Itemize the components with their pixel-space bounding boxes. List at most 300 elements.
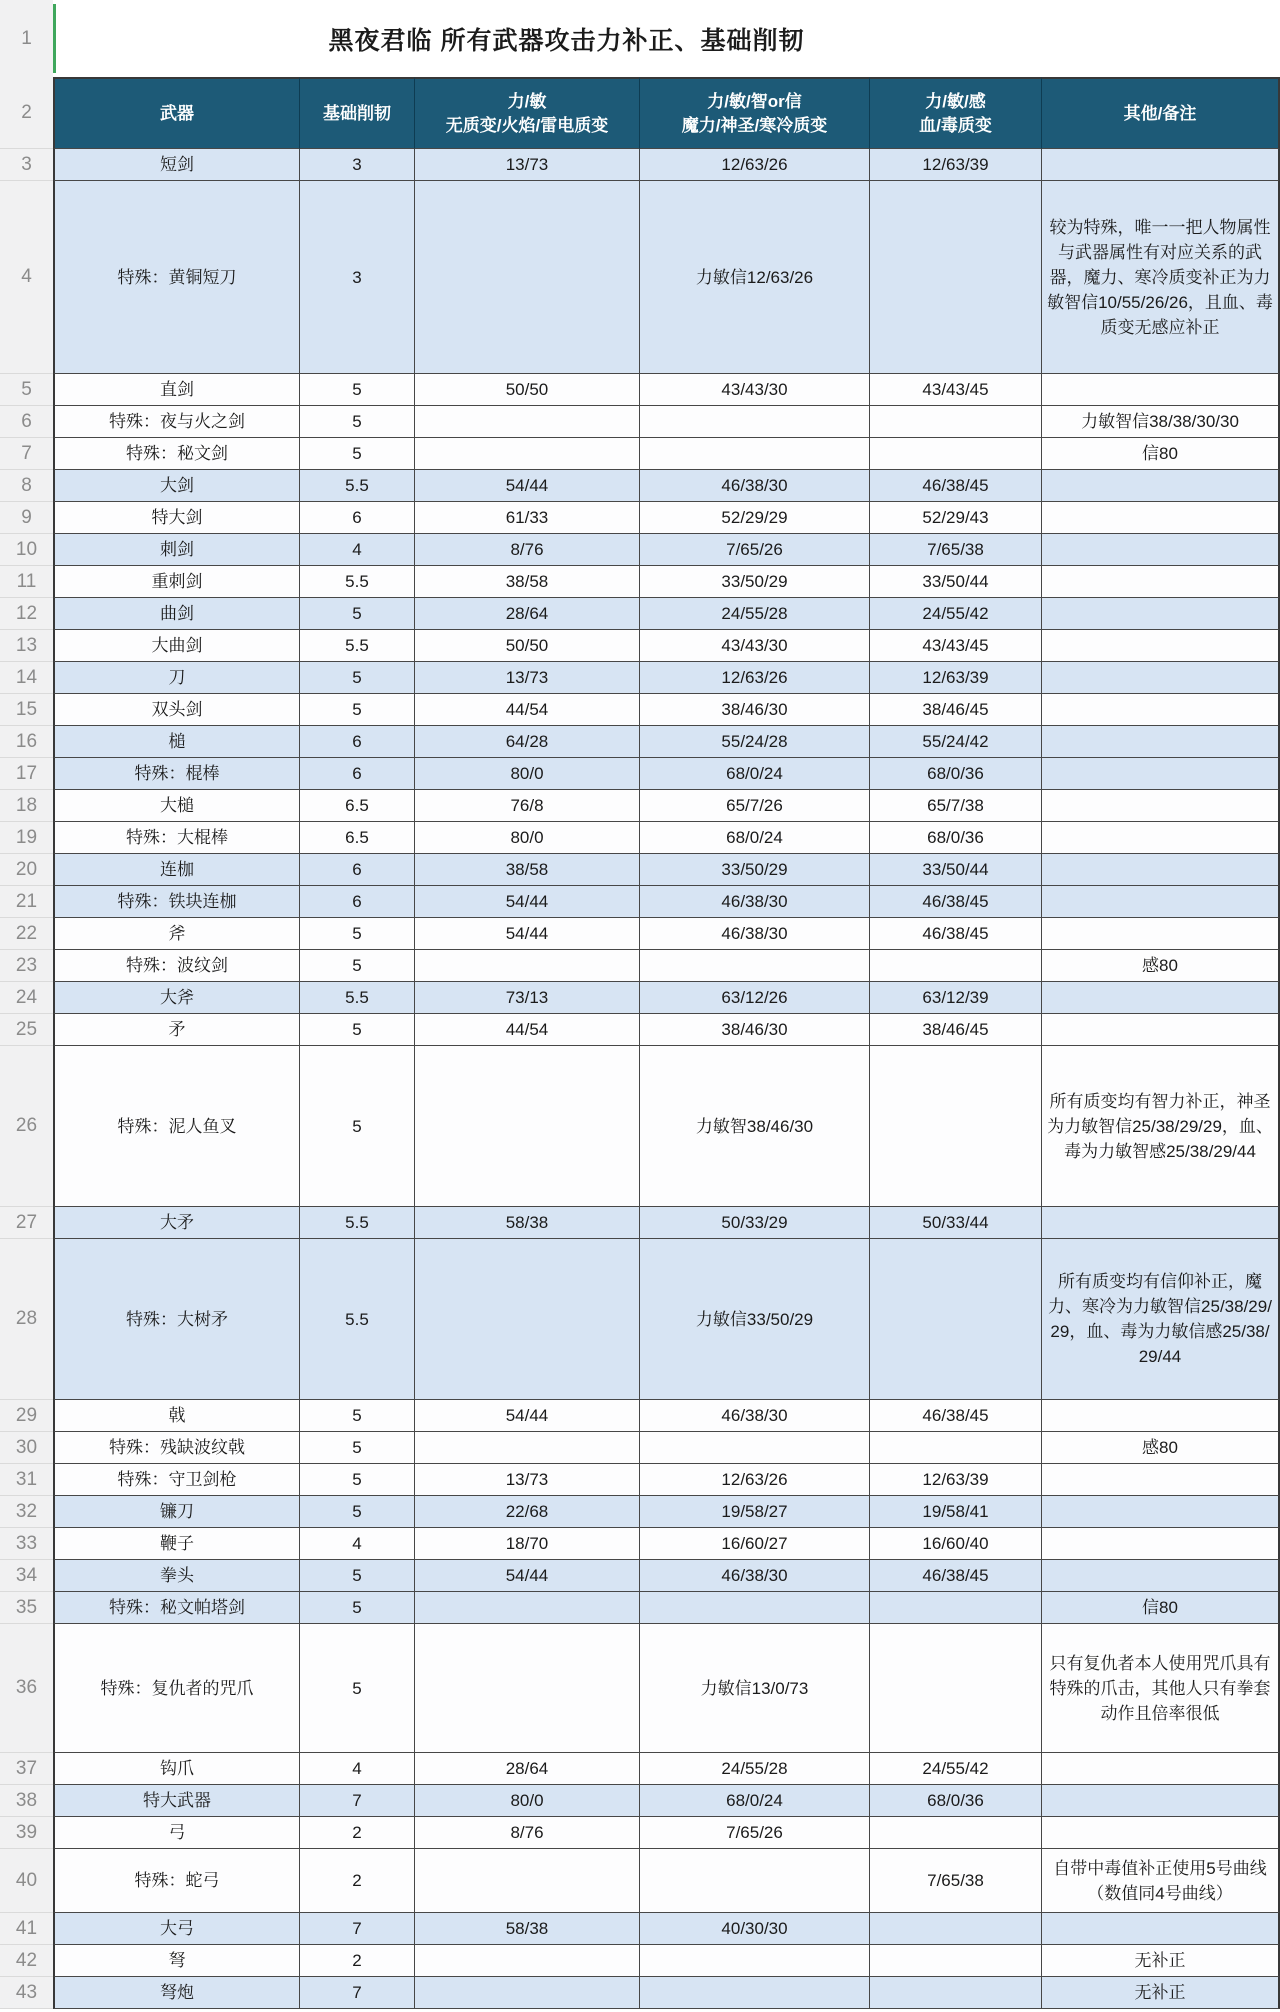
cell-note[interactable] xyxy=(1042,694,1280,726)
cell-blood[interactable] xyxy=(870,1624,1042,1753)
row-number[interactable]: 5 xyxy=(0,374,53,406)
cell-note[interactable]: 自带中毒值补正使用5号曲线（数值同4号曲线） xyxy=(1042,1849,1280,1913)
cell-note[interactable] xyxy=(1042,1913,1280,1945)
row-number[interactable]: 29 xyxy=(0,1400,53,1432)
cell-blood[interactable]: 63/12/39 xyxy=(870,982,1042,1014)
cell-poise[interactable]: 5 xyxy=(300,662,415,694)
cell-phys[interactable] xyxy=(415,181,640,374)
cell-blood[interactable]: 68/0/36 xyxy=(870,1785,1042,1817)
cell-note[interactable] xyxy=(1042,1464,1280,1496)
cell-weapon[interactable]: 特殊：守卫剑枪 xyxy=(53,1464,300,1496)
cell-poise[interactable]: 2 xyxy=(300,1817,415,1849)
cell-poise[interactable]: 5 xyxy=(300,1624,415,1753)
cell-blood[interactable] xyxy=(870,1817,1042,1849)
cell-note[interactable] xyxy=(1042,662,1280,694)
cell-blood[interactable]: 12/63/39 xyxy=(870,1464,1042,1496)
row-number[interactable]: 16 xyxy=(0,726,53,758)
cell-note[interactable] xyxy=(1042,822,1280,854)
row-number[interactable]: 9 xyxy=(0,502,53,534)
row-number[interactable]: 4 xyxy=(0,181,53,374)
cell-poise[interactable]: 5 xyxy=(300,918,415,950)
row-number[interactable]: 30 xyxy=(0,1432,53,1464)
cell-note[interactable] xyxy=(1042,1400,1280,1432)
row-number[interactable]: 43 xyxy=(0,1977,53,2009)
cell-magic[interactable]: 68/0/24 xyxy=(640,1785,870,1817)
cell-note[interactable] xyxy=(1042,598,1280,630)
cell-blood[interactable]: 38/46/45 xyxy=(870,1014,1042,1046)
cell-phys[interactable]: 8/76 xyxy=(415,534,640,566)
cell-poise[interactable]: 5.5 xyxy=(300,630,415,662)
cell-poise[interactable]: 4 xyxy=(300,534,415,566)
cell-poise[interactable]: 5 xyxy=(300,374,415,406)
cell-weapon[interactable]: 大斧 xyxy=(53,982,300,1014)
cell-weapon[interactable]: 戟 xyxy=(53,1400,300,1432)
cell-phys[interactable] xyxy=(415,1977,640,2009)
cell-weapon[interactable]: 钩爪 xyxy=(53,1753,300,1785)
cell-blood[interactable]: 52/29/43 xyxy=(870,502,1042,534)
cell-weapon[interactable]: 双头剑 xyxy=(53,694,300,726)
table-row xyxy=(0,406,1280,438)
cell-magic[interactable] xyxy=(640,438,870,470)
cell-phys[interactable]: 13/73 xyxy=(415,662,640,694)
cell-phys[interactable] xyxy=(415,950,640,982)
cell-note[interactable] xyxy=(1042,374,1280,406)
cell-phys[interactable]: 13/73 xyxy=(415,149,640,181)
cell-magic[interactable]: 63/12/26 xyxy=(640,982,870,1014)
cell-weapon[interactable]: 大弓 xyxy=(53,1913,300,1945)
row-number[interactable]: 11 xyxy=(0,566,53,598)
cell-poise[interactable]: 4 xyxy=(300,1528,415,1560)
cell-magic[interactable]: 16/60/27 xyxy=(640,1528,870,1560)
row-number[interactable]: 33 xyxy=(0,1528,53,1560)
cell-phys[interactable] xyxy=(415,1624,640,1753)
cell-weapon[interactable]: 特殊：大棍棒 xyxy=(53,822,300,854)
cell-blood[interactable]: 43/43/45 xyxy=(870,374,1042,406)
cell-weapon[interactable]: 直剑 xyxy=(53,374,300,406)
cell-weapon[interactable]: 特殊：残缺波纹戟 xyxy=(53,1432,300,1464)
cell-blood[interactable]: 65/7/38 xyxy=(870,790,1042,822)
cell-weapon[interactable]: 大槌 xyxy=(53,790,300,822)
cell-phys[interactable]: 44/54 xyxy=(415,1014,640,1046)
cell-weapon[interactable]: 特殊：夜与火之剑 xyxy=(53,406,300,438)
row-number[interactable]: 8 xyxy=(0,470,53,502)
cell-phys[interactable]: 58/38 xyxy=(415,1207,640,1239)
cell-blood[interactable]: 24/55/42 xyxy=(870,1753,1042,1785)
cell-magic[interactable]: 24/55/28 xyxy=(640,1753,870,1785)
cell-note[interactable] xyxy=(1042,1785,1280,1817)
cell-note[interactable]: 只有复仇者本人使用咒爪具有特殊的爪击，其他人只有拳套动作且倍率很低 xyxy=(1042,1624,1280,1753)
cell-note[interactable]: 无补正 xyxy=(1042,1945,1280,1977)
table-row xyxy=(0,1528,1280,1560)
cell-blood[interactable] xyxy=(870,438,1042,470)
cell-weapon[interactable]: 特殊：泥人鱼叉 xyxy=(53,1046,300,1207)
cell-phys[interactable] xyxy=(415,1945,640,1977)
cell-poise[interactable]: 6.5 xyxy=(300,790,415,822)
row-number[interactable]: 37 xyxy=(0,1753,53,1785)
cell-blood[interactable]: 55/24/42 xyxy=(870,726,1042,758)
cell-blood[interactable]: 46/38/45 xyxy=(870,470,1042,502)
cell-magic[interactable]: 43/43/30 xyxy=(640,374,870,406)
cell-phys[interactable] xyxy=(415,1046,640,1207)
cell-magic[interactable]: 7/65/26 xyxy=(640,1817,870,1849)
cell-magic[interactable] xyxy=(640,1592,870,1624)
row-number[interactable]: 39 xyxy=(0,1817,53,1849)
cell-phys[interactable]: 44/54 xyxy=(415,694,640,726)
cell-phys[interactable]: 28/64 xyxy=(415,598,640,630)
cell-poise[interactable]: 5 xyxy=(300,1464,415,1496)
row-number[interactable]: 35 xyxy=(0,1592,53,1624)
cell-blood[interactable]: 46/38/45 xyxy=(870,1560,1042,1592)
row-number[interactable]: 26 xyxy=(0,1046,53,1207)
row-number[interactable]: 7 xyxy=(0,438,53,470)
cell-magic[interactable] xyxy=(640,1945,870,1977)
column-header-weapon[interactable] xyxy=(53,77,300,149)
cell-phys[interactable]: 80/0 xyxy=(415,758,640,790)
cell-magic[interactable]: 19/58/27 xyxy=(640,1496,870,1528)
cell-phys[interactable]: 80/0 xyxy=(415,822,640,854)
title-cell[interactable] xyxy=(53,0,1280,77)
column-header-physical-infusions[interactable] xyxy=(415,77,640,149)
row-number[interactable]: 34 xyxy=(0,1560,53,1592)
cell-phys[interactable]: 22/68 xyxy=(415,1496,640,1528)
cell-magic[interactable]: 24/55/28 xyxy=(640,598,870,630)
cell-blood[interactable]: 12/63/39 xyxy=(870,662,1042,694)
cell-poise[interactable]: 6 xyxy=(300,886,415,918)
cell-phys[interactable]: 13/73 xyxy=(415,1464,640,1496)
cell-weapon[interactable]: 斧 xyxy=(53,918,300,950)
cell-phys[interactable]: 73/13 xyxy=(415,982,640,1014)
cell-blood[interactable] xyxy=(870,1432,1042,1464)
cell-note[interactable] xyxy=(1042,854,1280,886)
cell-magic[interactable]: 68/0/24 xyxy=(640,822,870,854)
cell-magic[interactable]: 力敏信13/0/73 xyxy=(640,1624,870,1753)
cell-magic[interactable]: 力敏智38/46/30 xyxy=(640,1046,870,1207)
row-number[interactable]: 32 xyxy=(0,1496,53,1528)
cell-blood[interactable]: 16/60/40 xyxy=(870,1528,1042,1560)
cell-phys[interactable]: 54/44 xyxy=(415,1400,640,1432)
cell-note[interactable]: 所有质变均有智力补正，神圣为力敏智信25/38/29/29，血、毒为力敏智感25/38/29/44 xyxy=(1042,1046,1280,1207)
cell-magic[interactable]: 46/38/30 xyxy=(640,886,870,918)
cell-weapon[interactable]: 特殊：蛇弓 xyxy=(53,1849,300,1913)
cell-weapon[interactable]: 弩 xyxy=(53,1945,300,1977)
cell-poise[interactable]: 3 xyxy=(300,181,415,374)
cell-note[interactable] xyxy=(1042,918,1280,950)
cell-magic[interactable] xyxy=(640,1977,870,2009)
cell-weapon[interactable]: 拳头 xyxy=(53,1560,300,1592)
row-number[interactable]: 19 xyxy=(0,822,53,854)
cell-poise[interactable]: 4 xyxy=(300,1753,415,1785)
cell-weapon[interactable]: 大矛 xyxy=(53,1207,300,1239)
cell-note[interactable]: 所有质变均有信仰补正，魔力、寒冷为力敏智信25/38/29/29，血、毒为力敏信感25/38/29/44 xyxy=(1042,1239,1280,1400)
cell-poise[interactable]: 5 xyxy=(300,1432,415,1464)
cell-note[interactable] xyxy=(1042,1207,1280,1239)
cell-phys[interactable]: 80/0 xyxy=(415,1785,640,1817)
cell-note[interactable] xyxy=(1042,502,1280,534)
cell-note[interactable]: 信80 xyxy=(1042,438,1280,470)
cell-poise[interactable]: 5 xyxy=(300,1400,415,1432)
cell-weapon[interactable]: 短剑 xyxy=(53,149,300,181)
cell-blood[interactable]: 33/50/44 xyxy=(870,566,1042,598)
row-number[interactable]: 13 xyxy=(0,630,53,662)
row-number[interactable]: 23 xyxy=(0,950,53,982)
cell-poise[interactable]: 7 xyxy=(300,1913,415,1945)
cell-magic[interactable]: 46/38/30 xyxy=(640,918,870,950)
cell-phys[interactable] xyxy=(415,1432,640,1464)
cell-note[interactable] xyxy=(1042,1014,1280,1046)
row-number[interactable]: 1 xyxy=(0,0,53,77)
cell-weapon[interactable]: 特殊：秘文剑 xyxy=(53,438,300,470)
cell-poise[interactable]: 5 xyxy=(300,1592,415,1624)
cell-phys[interactable]: 18/70 xyxy=(415,1528,640,1560)
cell-blood[interactable] xyxy=(870,1592,1042,1624)
column-header-label: 其他/备注 xyxy=(1123,103,1197,123)
cell-poise[interactable]: 6 xyxy=(300,854,415,886)
cell-poise[interactable]: 7 xyxy=(300,1785,415,1817)
cell-poise[interactable]: 3 xyxy=(300,149,415,181)
cell-weapon[interactable]: 镰刀 xyxy=(53,1496,300,1528)
row-number[interactable]: 14 xyxy=(0,662,53,694)
cell-blood[interactable] xyxy=(870,1945,1042,1977)
cell-note[interactable] xyxy=(1042,1753,1280,1785)
cell-blood[interactable] xyxy=(870,1913,1042,1945)
cell-magic[interactable]: 12/63/26 xyxy=(640,662,870,694)
cell-weapon[interactable]: 弩炮 xyxy=(53,1977,300,2009)
cell-magic[interactable]: 52/29/29 xyxy=(640,502,870,534)
row-number[interactable]: 36 xyxy=(0,1624,53,1753)
row-number[interactable]: 21 xyxy=(0,886,53,918)
row-number[interactable]: 40 xyxy=(0,1849,53,1913)
row-number[interactable]: 24 xyxy=(0,982,53,1014)
cell-blood[interactable] xyxy=(870,1046,1042,1207)
cell-note[interactable]: 信80 xyxy=(1042,1592,1280,1624)
row-number[interactable]: 31 xyxy=(0,1464,53,1496)
row-number[interactable]: 2 xyxy=(0,77,53,149)
row-number[interactable]: 38 xyxy=(0,1785,53,1817)
cell-magic[interactable] xyxy=(640,1432,870,1464)
cell-weapon[interactable]: 矛 xyxy=(53,1014,300,1046)
cell-note[interactable]: 力敏智信38/38/30/30 xyxy=(1042,406,1280,438)
row-number[interactable]: 42 xyxy=(0,1945,53,1977)
cell-poise[interactable]: 6 xyxy=(300,758,415,790)
cell-poise[interactable]: 5.5 xyxy=(300,566,415,598)
cell-magic[interactable]: 50/33/29 xyxy=(640,1207,870,1239)
cell-poise[interactable]: 5 xyxy=(300,1046,415,1207)
cell-magic[interactable]: 46/38/30 xyxy=(640,470,870,502)
cell-magic[interactable]: 43/43/30 xyxy=(640,630,870,662)
cell-magic[interactable]: 38/46/30 xyxy=(640,1014,870,1046)
cell-poise[interactable]: 7 xyxy=(300,1977,415,2009)
cell-blood[interactable]: 46/38/45 xyxy=(870,886,1042,918)
cell-magic[interactable]: 46/38/30 xyxy=(640,1560,870,1592)
cell-poise[interactable]: 5 xyxy=(300,694,415,726)
cell-magic[interactable]: 68/0/24 xyxy=(640,758,870,790)
row-number[interactable]: 10 xyxy=(0,534,53,566)
cell-poise[interactable]: 5.5 xyxy=(300,470,415,502)
column-header-blood-poison-infusions[interactable] xyxy=(870,77,1042,149)
row-number[interactable]: 6 xyxy=(0,406,53,438)
cell-blood[interactable]: 12/63/39 xyxy=(870,149,1042,181)
cell-phys[interactable]: 61/33 xyxy=(415,502,640,534)
cell-note[interactable] xyxy=(1042,790,1280,822)
cell-weapon[interactable]: 刀 xyxy=(53,662,300,694)
cell-magic[interactable]: 12/63/26 xyxy=(640,1464,870,1496)
cell-weapon[interactable]: 连枷 xyxy=(53,854,300,886)
cell-phys[interactable]: 38/58 xyxy=(415,854,640,886)
cell-phys[interactable] xyxy=(415,438,640,470)
cell-weapon[interactable]: 特殊：棍棒 xyxy=(53,758,300,790)
row-number[interactable]: 27 xyxy=(0,1207,53,1239)
cell-phys[interactable]: 54/44 xyxy=(415,886,640,918)
cell-phys[interactable]: 54/44 xyxy=(415,918,640,950)
cell-note[interactable] xyxy=(1042,470,1280,502)
cell-weapon[interactable]: 特殊：铁块连枷 xyxy=(53,886,300,918)
cell-blood[interactable]: 19/58/41 xyxy=(870,1496,1042,1528)
cell-magic[interactable] xyxy=(640,406,870,438)
cell-blood[interactable]: 43/43/45 xyxy=(870,630,1042,662)
cell-blood[interactable] xyxy=(870,1977,1042,2009)
cell-blood[interactable]: 46/38/45 xyxy=(870,1400,1042,1432)
cell-note[interactable]: 感80 xyxy=(1042,950,1280,982)
row-number[interactable]: 28 xyxy=(0,1239,53,1400)
cell-blood[interactable] xyxy=(870,950,1042,982)
cell-magic[interactable]: 力敏信12/63/26 xyxy=(640,181,870,374)
cell-blood[interactable]: 50/33/44 xyxy=(870,1207,1042,1239)
cell-blood[interactable] xyxy=(870,406,1042,438)
cell-weapon[interactable]: 特殊：大树矛 xyxy=(53,1239,300,1400)
row-number[interactable]: 15 xyxy=(0,694,53,726)
cell-blood[interactable]: 7/65/38 xyxy=(870,1849,1042,1913)
cell-blood[interactable]: 38/46/45 xyxy=(870,694,1042,726)
cell-weapon[interactable]: 鞭子 xyxy=(53,1528,300,1560)
cell-poise[interactable]: 2 xyxy=(300,1849,415,1913)
cell-phys[interactable]: 54/44 xyxy=(415,470,640,502)
cell-weapon[interactable]: 特殊：波纹剑 xyxy=(53,950,300,982)
cell-weapon[interactable]: 特大剑 xyxy=(53,502,300,534)
row-number[interactable]: 18 xyxy=(0,790,53,822)
cell-magic[interactable]: 38/46/30 xyxy=(640,694,870,726)
cell-phys[interactable] xyxy=(415,1592,640,1624)
cell-note[interactable] xyxy=(1042,534,1280,566)
cell-note[interactable] xyxy=(1042,1528,1280,1560)
cell-weapon[interactable]: 曲剑 xyxy=(53,598,300,630)
cell-weapon[interactable]: 槌 xyxy=(53,726,300,758)
cell-blood[interactable] xyxy=(870,181,1042,374)
cell-weapon[interactable]: 刺剑 xyxy=(53,534,300,566)
cell-blood[interactable]: 46/38/45 xyxy=(870,918,1042,950)
cell-weapon[interactable]: 大剑 xyxy=(53,470,300,502)
cell-note[interactable] xyxy=(1042,149,1280,181)
cell-poise[interactable]: 5 xyxy=(300,950,415,982)
column-header-poise[interactable] xyxy=(300,77,415,149)
cell-phys[interactable] xyxy=(415,406,640,438)
cell-magic[interactable]: 力敏信33/50/29 xyxy=(640,1239,870,1400)
cell-weapon[interactable]: 大曲剑 xyxy=(53,630,300,662)
cell-weapon[interactable]: 特大武器 xyxy=(53,1785,300,1817)
cell-phys[interactable]: 8/76 xyxy=(415,1817,640,1849)
row-number[interactable]: 25 xyxy=(0,1014,53,1046)
cell-magic[interactable]: 33/50/29 xyxy=(640,854,870,886)
cell-poise[interactable]: 5 xyxy=(300,1014,415,1046)
cell-note[interactable] xyxy=(1042,1560,1280,1592)
cell-note[interactable]: 感80 xyxy=(1042,1432,1280,1464)
cell-phys[interactable]: 50/50 xyxy=(415,630,640,662)
cell-blood[interactable]: 7/65/38 xyxy=(870,534,1042,566)
cell-blood[interactable]: 33/50/44 xyxy=(870,854,1042,886)
cell-poise[interactable]: 5.5 xyxy=(300,1207,415,1239)
row-number[interactable]: 3 xyxy=(0,149,53,181)
cell-phys[interactable]: 54/44 xyxy=(415,1560,640,1592)
cell-note[interactable] xyxy=(1042,886,1280,918)
cell-phys[interactable]: 76/8 xyxy=(415,790,640,822)
cell-magic[interactable] xyxy=(640,1849,870,1913)
row-number[interactable]: 17 xyxy=(0,758,53,790)
cell-magic[interactable]: 40/30/30 xyxy=(640,1913,870,1945)
cell-note[interactable]: 较为特殊，唯一一把人物属性与武器属性有对应关系的武器，魔力、寒冷质变补正为力敏智信10/55/26/26，且血、毒质变无感应补正 xyxy=(1042,181,1280,374)
cell-weapon[interactable]: 特殊：黄铜短刀 xyxy=(53,181,300,374)
cell-phys[interactable]: 64/28 xyxy=(415,726,640,758)
row-number[interactable]: 12 xyxy=(0,598,53,630)
cell-magic[interactable]: 7/65/26 xyxy=(640,534,870,566)
cell-poise[interactable]: 2 xyxy=(300,1945,415,1977)
cell-weapon[interactable]: 重刺剑 xyxy=(53,566,300,598)
cell-poise[interactable]: 6.5 xyxy=(300,822,415,854)
cell-poise[interactable]: 6 xyxy=(300,502,415,534)
cell-note[interactable] xyxy=(1042,630,1280,662)
cell-note[interactable] xyxy=(1042,1817,1280,1849)
cell-note[interactable]: 无补正 xyxy=(1042,1977,1280,2009)
cell-note[interactable] xyxy=(1042,1496,1280,1528)
cell-weapon[interactable]: 特殊：秘文帕塔剑 xyxy=(53,1592,300,1624)
cell-phys[interactable] xyxy=(415,1239,640,1400)
cell-blood[interactable]: 68/0/36 xyxy=(870,758,1042,790)
cell-weapon[interactable]: 弓 xyxy=(53,1817,300,1849)
cell-note[interactable] xyxy=(1042,566,1280,598)
row-number[interactable]: 20 xyxy=(0,854,53,886)
cell-phys[interactable]: 58/38 xyxy=(415,1913,640,1945)
cell-magic[interactable]: 33/50/29 xyxy=(640,566,870,598)
cell-phys[interactable]: 38/58 xyxy=(415,566,640,598)
cell-blood[interactable]: 24/55/42 xyxy=(870,598,1042,630)
cell-poise[interactable]: 5 xyxy=(300,406,415,438)
cell-phys[interactable]: 28/64 xyxy=(415,1753,640,1785)
cell-blood[interactable] xyxy=(870,1239,1042,1400)
cell-poise[interactable]: 5.5 xyxy=(300,1239,415,1400)
column-header-sublabel: 魔力/神圣/寒冷质变 xyxy=(681,115,828,135)
cell-note[interactable] xyxy=(1042,982,1280,1014)
row-number[interactable]: 41 xyxy=(0,1913,53,1945)
cell-poise[interactable]: 6 xyxy=(300,726,415,758)
cell-note[interactable] xyxy=(1042,758,1280,790)
cell-phys[interactable] xyxy=(415,1849,640,1913)
cell-magic[interactable]: 55/24/28 xyxy=(640,726,870,758)
column-header-magic-infusions[interactable] xyxy=(640,77,870,149)
cell-note[interactable] xyxy=(1042,726,1280,758)
cell-magic[interactable]: 65/7/26 xyxy=(640,790,870,822)
cell-poise[interactable]: 5 xyxy=(300,1496,415,1528)
cell-magic[interactable]: 12/63/26 xyxy=(640,149,870,181)
cell-blood[interactable]: 68/0/36 xyxy=(870,822,1042,854)
row-number[interactable]: 22 xyxy=(0,918,53,950)
cell-weapon[interactable]: 特殊：复仇者的咒爪 xyxy=(53,1624,300,1753)
cell-phys[interactable]: 50/50 xyxy=(415,374,640,406)
cell-poise[interactable]: 5 xyxy=(300,1560,415,1592)
cell-magic[interactable] xyxy=(640,950,870,982)
column-header-notes[interactable] xyxy=(1042,77,1280,149)
cell-poise[interactable]: 5.5 xyxy=(300,982,415,1014)
cell-magic[interactable]: 46/38/30 xyxy=(640,1400,870,1432)
cell-poise[interactable]: 5 xyxy=(300,438,415,470)
cell-poise[interactable]: 5 xyxy=(300,598,415,630)
